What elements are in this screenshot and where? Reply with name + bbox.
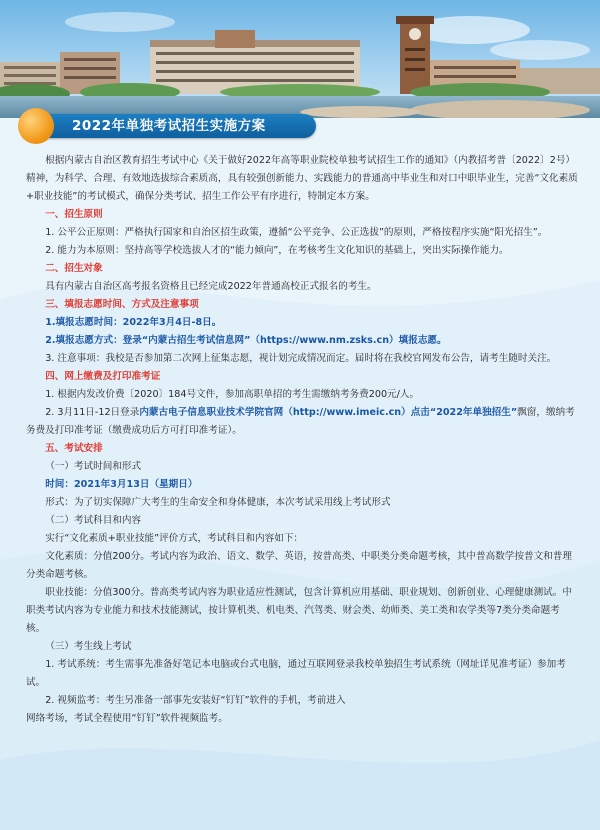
payment-window-text: 飘窗，缴纳考务费及打印准考证（缴费成功后方可打印准考证）。 — [26, 407, 575, 436]
intro-paragraph: 根据内蒙古自治区教育招生考试中心《关于做好2022年高等职业院校单独考试招生工作的通知》（内教招考普〔2022〕2号）精神，为科学、合理、有效地选拔综合素质高，具有较强创新能力、实践能力的普通高中毕业生和对口中职毕业生，完善“文化素质+职业技能”的考试模式，确保分类考试、招生工作公平有序进行，特制定本方案。 — [26, 155, 578, 202]
section-2-heading: 二、招生对象 — [45, 263, 103, 274]
subsection-online-exam: （三）考生线上考试 — [45, 641, 132, 652]
application-time: 1.填报志愿时间：2022年3月4日-8日。 — [45, 317, 222, 328]
video-proctoring-line1: 2. 视频监考：考生另准备一部事先安装好“钉钉”软件的手机，考前进入 — [45, 695, 346, 706]
exam-date: 时间：2021年3月13日（星期日） — [45, 479, 198, 490]
exam-system-note: 1. 考试系统：考生需事先准备好笔记本电脑或台式电脑，通过互联网登录我校单独招生考试系统（网址详见准考证）参加考试。 — [26, 659, 566, 688]
exam-form: 形式：为了切实保障广大考生的生命安全和身体健康，本次考试采用线上考试形式 — [45, 497, 391, 508]
campus-banner-image — [0, 0, 600, 118]
section-3-heading: 三、填报志愿时间、方式及注意事项 — [45, 299, 199, 310]
video-proctoring-note — [26, 692, 578, 728]
page-title: 2022年单独考试招生实施方案 — [72, 118, 266, 134]
evaluation-method: 实行“文化素质+职业技能”评价方式，考试科目和内容如下： — [45, 533, 304, 544]
vocational-skill-exam: 职业技能：分值300分。普高类考试内容为职业适应性测试，包含计算机应用基础、职业规划、创新创业、心理健康测试。中职类考试内容为专业能力和技术技能测试，按计算机类、机电类、汽驾类、财会类、幼师类、美工类和农学类等7类分类命题考核。 — [26, 587, 572, 634]
school-website-link[interactable]: 内蒙古电子信息职业技术学院官网（http://www.imeic.cn）点击“2022年单独招生” — [139, 407, 518, 418]
document-body — [26, 152, 578, 728]
exam-fee: 1. 根据内发改价费〔2020〕184号文件，参加高职单招的考生需缴纳考务费200元/人。 — [45, 389, 420, 400]
payment-instructions — [26, 404, 578, 440]
principle-fairness: 1. 公平公正原则：严格执行国家和自治区招生政策，遵循“公平竞争、公正选拔”的原则，严格按程序实施“阳光招生”。 — [45, 227, 548, 238]
principle-ability: 2. 能力为本原则：坚持高等学校选拔人才的“能力倾向”，在考核考生文化知识的基础上，突出实际操作能力。 — [45, 245, 509, 256]
payment-date: 2. 3月11日-12日登录 — [45, 407, 140, 418]
video-proctoring-line2: 网络考场，考试全程使用“钉钉”软件视频监考。 — [26, 713, 228, 724]
enrollment-target: 具有内蒙古自治区高考报名资格且已经完成2022年普通高校正式报名的考生。 — [45, 281, 377, 292]
cultural-quality-exam: 文化素质：分值200分。考试内容为政治、语文、数学、英语，按普高类、中职类分类命题考核，其中普高数学按普文和普理分类命题考核。 — [26, 551, 572, 580]
application-notes: 3. 注意事项：我校是否参加第二次网上征集志愿，视计划完成情况而定。届时将在我校官网发布公告，请考生随时关注。 — [45, 353, 557, 364]
section-4-heading: 四、网上缴费及打印准考证 — [45, 371, 161, 382]
orange-circle-icon — [18, 108, 54, 144]
section-5-heading: 五、考试安排 — [45, 443, 103, 454]
section-1-heading: 一、招生原则 — [45, 209, 103, 220]
subsection-exam-time-form: （一）考试时间和形式 — [45, 461, 142, 472]
application-method: 2.填报志愿方式：登录“内蒙古招生考试信息网”（https://www.nm.zsks.cn）填报志愿。 — [45, 335, 447, 346]
subsection-exam-subjects: （二）考试科目和内容 — [45, 515, 142, 526]
section-title-banner — [18, 108, 320, 144]
